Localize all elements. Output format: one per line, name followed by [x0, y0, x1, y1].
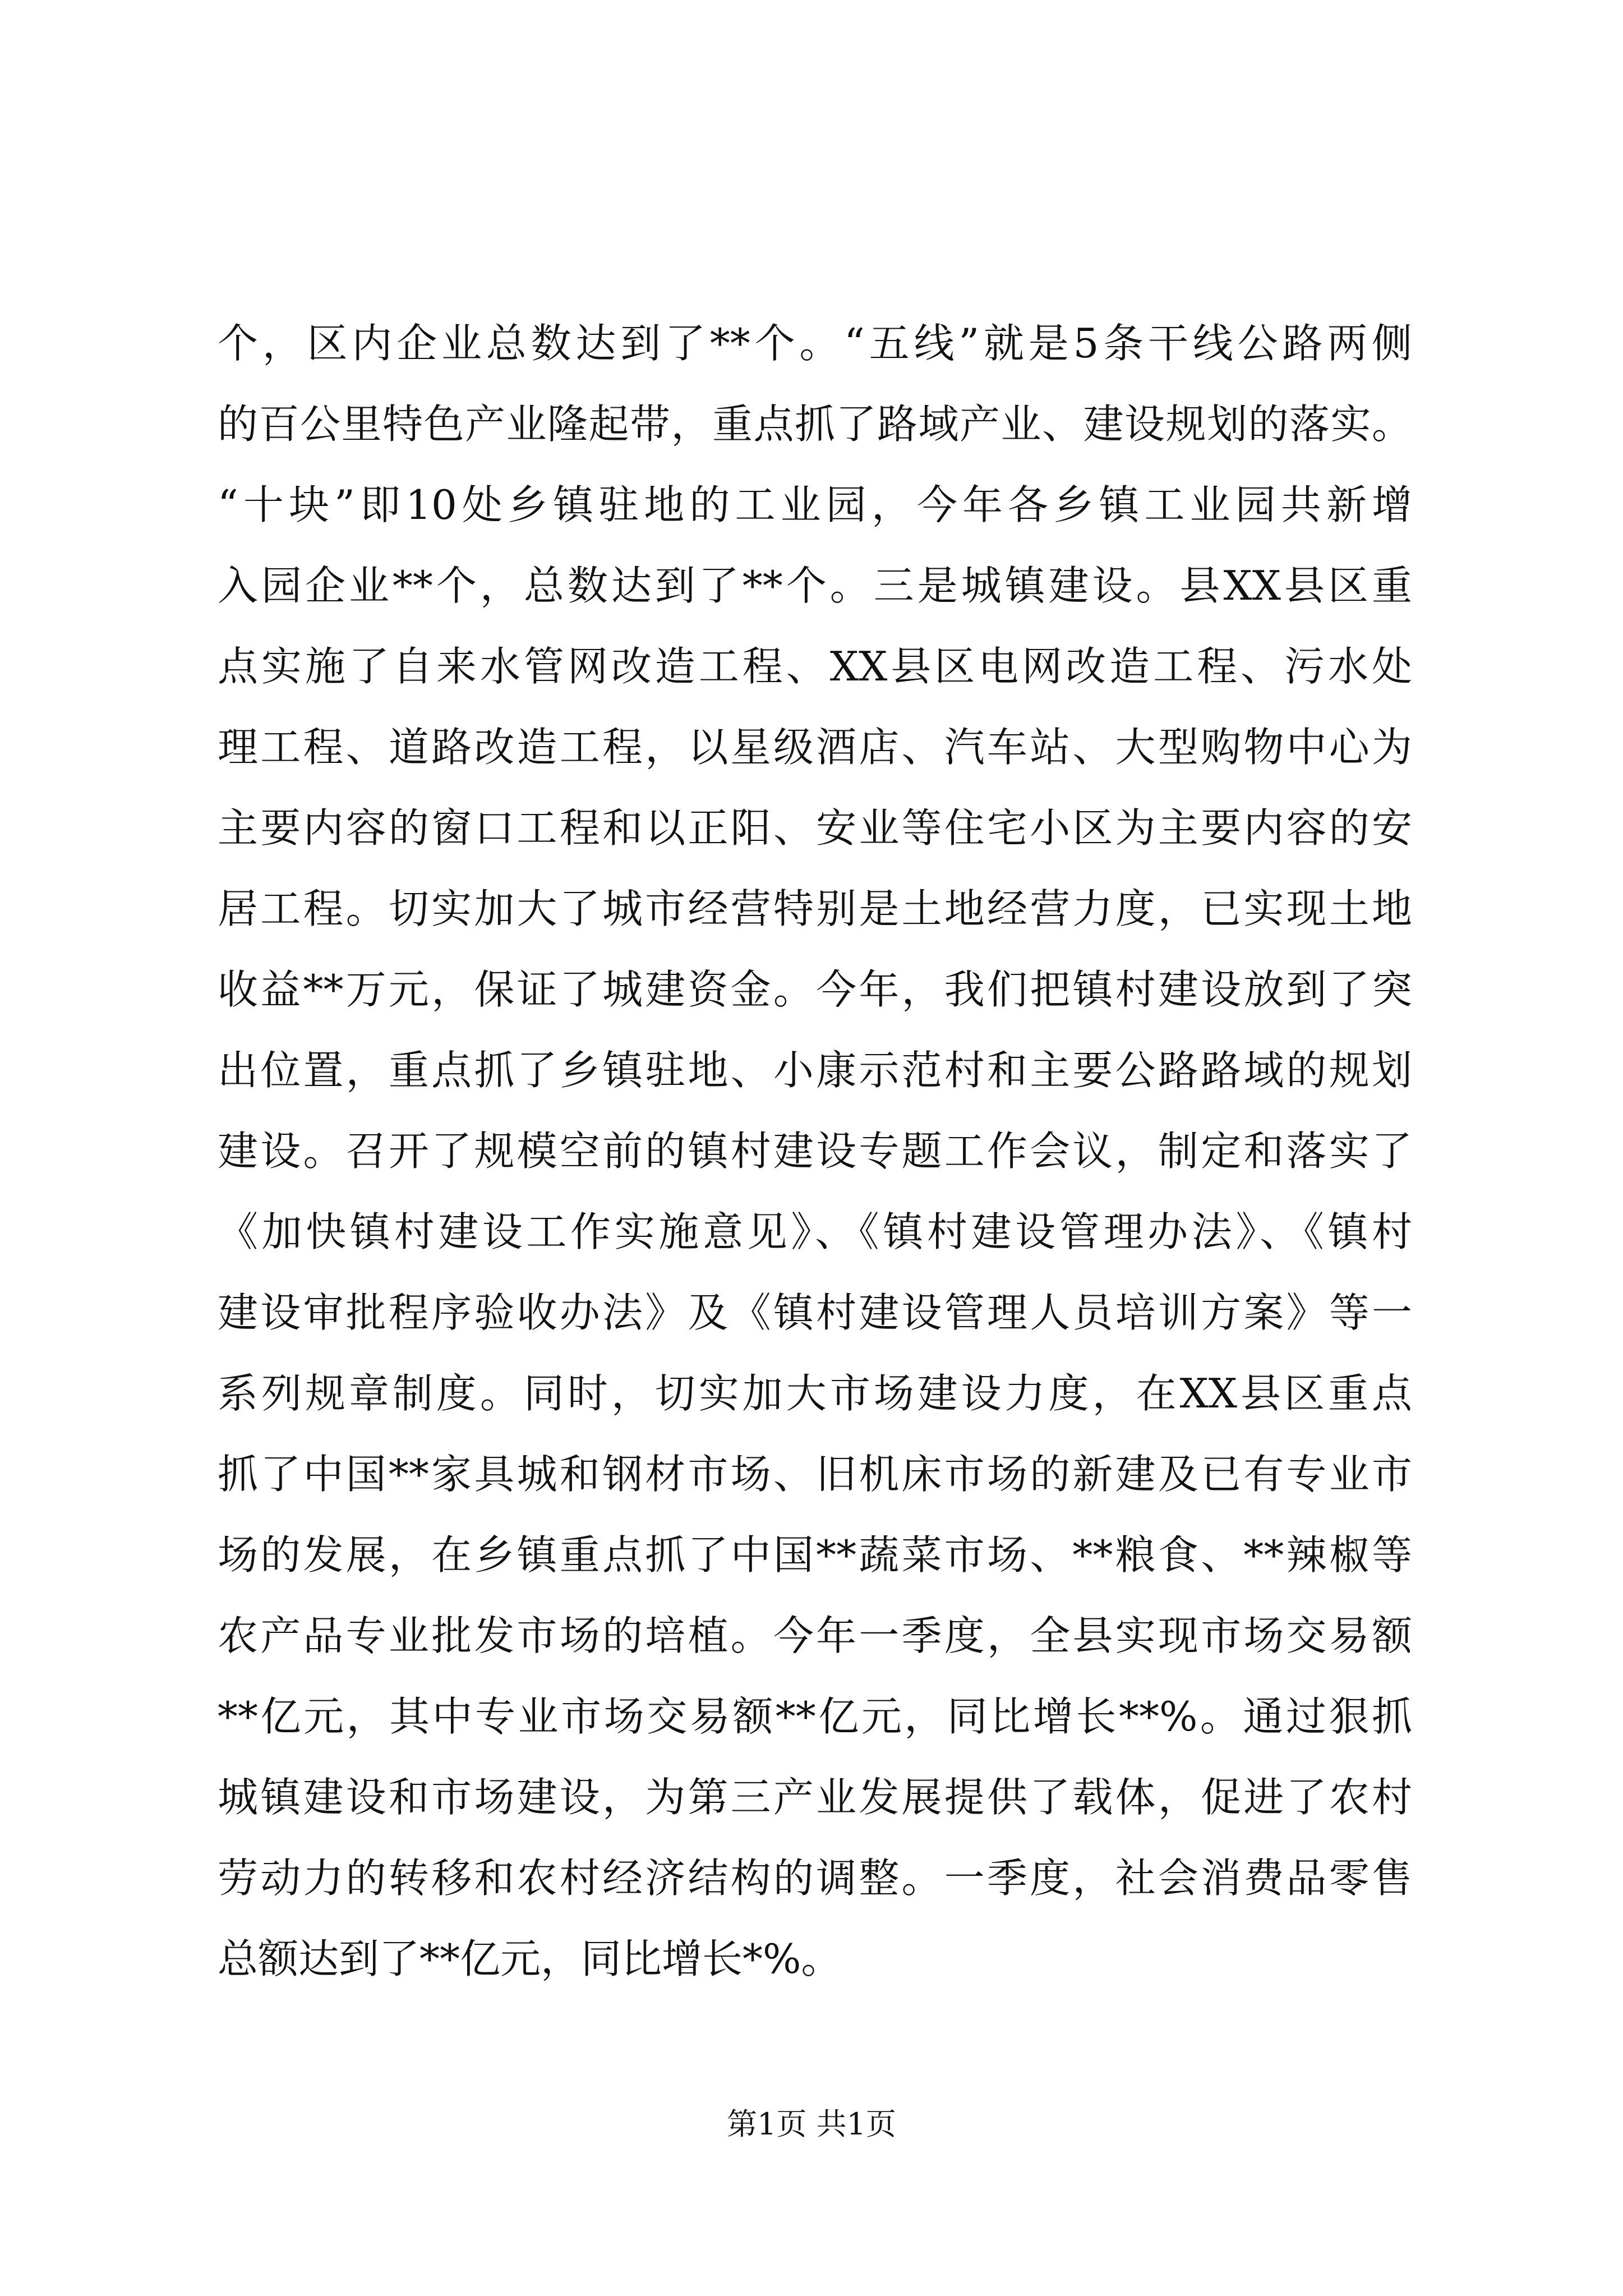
paragraph-line: 场的发展，在乡镇重点抓了中国**蔬菜市场、**粮食、**辣椒等	[218, 1531, 1412, 1579]
body-paragraph	[218, 303, 1412, 1999]
paragraph-line: 系列规章制度。同时，切实加大市场建设力度，在XX县区重点	[218, 1370, 1412, 1417]
paragraph-line: 建设。召开了规模空前的镇村建设专题工作会议，制定和落实了	[218, 1128, 1412, 1175]
page-number-footer: 第1页 共1页	[727, 2106, 896, 2142]
paragraph-line: 抓了中国**家具城和钢材市场、旧机床市场的新建及已有专业市	[218, 1451, 1412, 1498]
paragraph-line: 理工程、道路改造工程，以星级酒店、汽车站、大型购物中心为	[218, 724, 1412, 771]
paragraph-line: 建设审批程序验收办法》及《镇村建设管理人员培训方案》等一	[218, 1289, 1412, 1336]
paragraph-line: 城镇建设和市场建设，为第三产业发展提供了载体，促进了农村	[218, 1774, 1412, 1821]
paragraph-line: 的百公里特色产业隆起带，重点抓了路域产业、建设规划的落实。	[218, 401, 1412, 448]
paragraph-line: 总额达到了**亿元，同比增长*%。	[218, 1935, 842, 1982]
paragraph-line: 农产品专业批发市场的培植。今年一季度，全县实现市场交易额	[218, 1612, 1412, 1659]
paragraph-line: 入园企业**个，总数达到了**个。三是城镇建设。县XX县区重	[218, 562, 1412, 609]
paragraph-line: 《加快镇村建设工作实施意见》、《镇村建设管理办法》、《镇村	[218, 1208, 1412, 1255]
paragraph-line: 出位置，重点抓了乡镇驻地、小康示范村和主要公路路域的规划	[218, 1047, 1412, 1094]
paragraph-line: 劳动力的转移和农村经济结构的调整。一季度，社会消费品零售	[218, 1855, 1412, 1902]
paragraph-line: 主要内容的窗口工程和以正阳、安业等住宅小区为主要内容的安	[218, 804, 1412, 852]
paragraph-line: 居工程。切实加大了城市经营特别是土地经营力度，已实现土地	[218, 885, 1412, 932]
paragraph-line: 点实施了自来水管网改造工程、XX县区电网改造工程、污水处	[218, 643, 1412, 690]
paragraph-line: “十块”即10处乡镇驻地的工业园，今年各乡镇工业园共新增	[218, 481, 1412, 528]
paragraph-line: 个，区内企业总数达到了**个。“五线”就是5条干线公路两侧	[218, 320, 1412, 367]
paragraph-line: **亿元，其中专业市场交易额**亿元，同比增长**%。通过狠抓	[218, 1693, 1412, 1740]
paragraph-line: 收益**万元，保证了城建资金。今年，我们把镇村建设放到了突	[218, 966, 1412, 1013]
